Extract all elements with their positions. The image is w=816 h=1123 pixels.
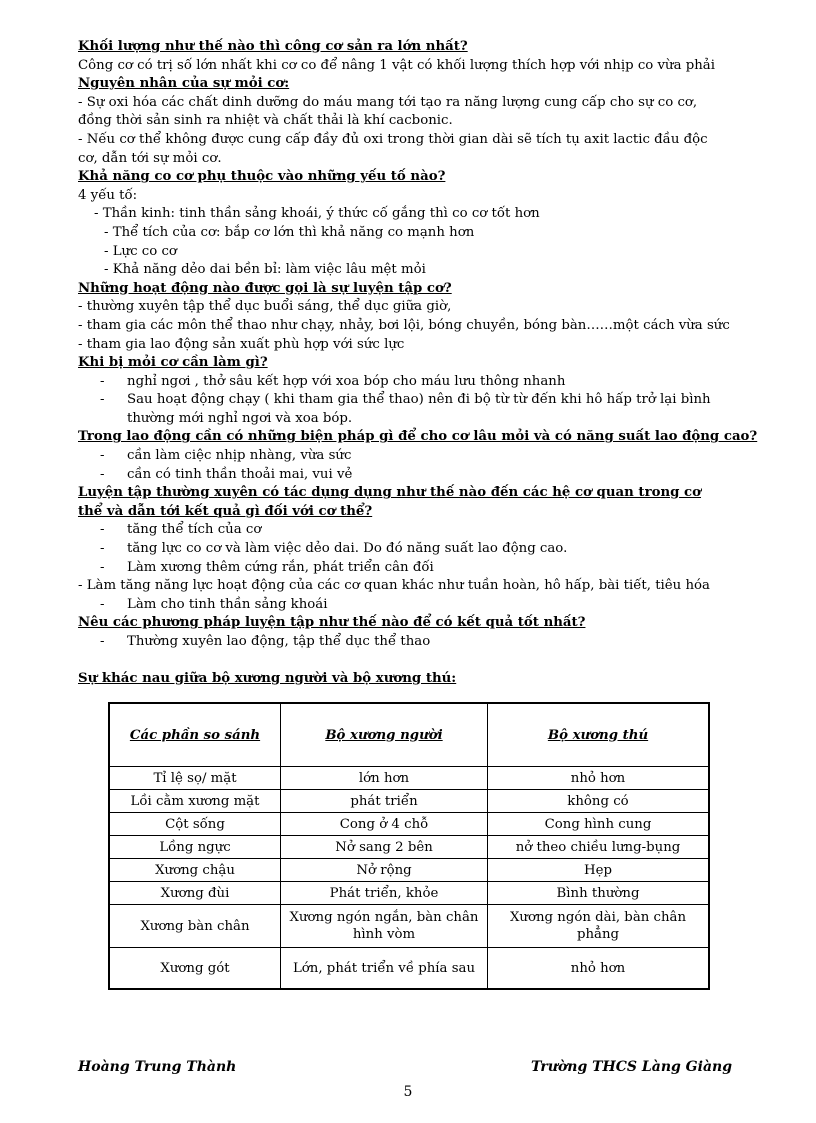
table-row [109,767,709,790]
table-body [109,767,709,990]
paragraph: - tham gia các môn thể thao như chạy, nhảy, bơi lội, bóng chuyền, bóng bàn……một cách vừa sức [78,317,730,333]
section-heading: Những hoạt động nào được gọi là sự luyện tập cơ? [78,280,452,296]
paragraph: 4 yếu tố: [78,187,138,203]
footer-school: Trường THCS Làng Giàng [531,1059,732,1075]
table-cell: Hẹp [488,859,710,882]
section-heading: Khi bị mỏi cơ cần làm gì? [78,355,268,371]
list-item: - Thần kinh: tinh thần sảng khoái, ý thức cố gắng thì co cơ tốt hơn [94,206,540,222]
table-cell: Cong ở 4 chỗ [281,813,488,836]
bullet-item [78,596,728,615]
bullet-text: Sau hoạt động chạy ( khi tham gia thể thao) nên đi bộ từ từ đến khi hô hấp trở lại bình thường mới nghỉ ngơi và xoa bóp. [127,392,711,426]
section-heading: Nêu các phương pháp luyện tập như thế nào để có kết quả tốt nhất? [78,615,586,631]
table-cell: nở theo chiều lưng-bụng [488,836,710,859]
bullet-text: nghỉ ngơi , thở sâu kết hợp với xoa bóp cho máu lưu thông nhanh [127,373,566,389]
table-row [109,882,709,905]
paragraph: - Nếu cơ thể không được cung cấp đầy đủ oxi trong thời gian dài sẽ tích tụ axit lactic đầu độc cơ, dẫn tới sự mỏi cơ. [78,131,708,166]
table-row [109,813,709,836]
table-cell: Xương chậu [109,859,281,882]
footer-author: Hoàng Trung Thành [78,1059,237,1075]
section-heading: Trong lao động cần có những biện pháp gì để cho cơ lâu mỏi và có năng suất lao động cao? [78,429,758,445]
table-cell: Phát triển, khỏe [281,882,488,905]
page-number: 5 [403,1084,413,1100]
bullet-item [78,633,728,652]
table-cell: Xương đùi [109,882,281,905]
section-heading: Nguyên nhân của sự mỏi cơ: [78,76,290,92]
paragraph: - thường xuyên tập thể dục buổi sáng, thể dục giữa giờ, [78,299,452,315]
table-cell: Tỉ lệ sọ/ mặt [109,767,281,790]
table-cell: nhỏ hơn [488,767,710,790]
table-row [109,790,709,813]
bullet-item [78,466,728,485]
header-human-skeleton: Bộ xương người [281,703,488,767]
bullet-item [78,447,728,466]
document-body [78,38,758,688]
table-row [109,905,709,948]
table-cell: Cong hình cung [488,813,710,836]
header-animal-skeleton: Bộ xương thú [488,703,710,767]
paragraph: Công cơ có trị số lớn nhất khi cơ co để nâng 1 vật có khối lượng thích hợp với nhịp co vừa phải [78,57,715,73]
bullet-item [78,391,728,428]
bullet-text: Thường xuyên lao động, tập thể dục thể thao [127,634,431,649]
table-cell: phát triển [281,790,488,813]
bullet-text: cần có tinh thần thoải mai, vui vẻ [127,466,353,482]
header-comparison-parts: Các phần so sánh [109,703,281,767]
table-cell: Bình thường [488,882,710,905]
section-heading: Sự khác nau giữa bộ xương người và bộ xương thú: [78,670,457,686]
section-heading: Khả năng co cơ phụ thuộc vào những yếu tố nào? [78,169,446,185]
bullet-item [78,521,728,540]
section-heading: Luyện tập thường xuyên có tác dụng dụng như thế nào đến các hệ cơ quan trong cơ thể và dẫn tới kết quả gì đối với cơ thể? [78,485,702,519]
table-row [109,836,709,859]
table-cell: Xương ngón ngắn, bàn chân hình vòm [281,905,488,948]
bullet-text: Làm xương thêm cứng rắn, phát triển cân đối [127,559,434,575]
bullet-text: cần làm ciệc nhịp nhàng, vừa sức [127,448,352,464]
table-cell: Xương gót [109,948,281,990]
table-cell: Lớn, phát triển về phía sau [281,948,488,990]
bullet-item [78,373,728,392]
table-cell: Lồi cằm xương mặt [109,790,281,813]
paragraph: - Làm tăng năng lực hoạt động của các cơ quan khác như tuần hoàn, hô hấp, bài tiết, tiêu hóa [78,578,710,594]
dash-icon: - [100,522,105,538]
dash-icon: - [100,541,105,557]
bullet-item [78,559,728,578]
dash-icon: - [100,634,105,649]
list-item: - Lực co cơ [104,243,177,259]
dash-icon: - [100,596,105,612]
spacer [78,652,728,670]
dash-icon: - [100,373,105,389]
dash-icon: - [100,448,105,464]
bullet-text: tăng thể tích của cơ [127,522,262,538]
table-row [109,859,709,882]
dash-icon: - [100,466,105,482]
table-cell: Xương bàn chân [109,905,281,948]
paragraph: - tham gia lao động sản xuất phù hợp với sức lực [78,336,405,352]
table-cell: Lồng ngực [109,836,281,859]
table-row [109,948,709,990]
table-cell: không có [488,790,710,813]
table-cell: Xương ngón dài, bàn chân phẳng [488,905,710,948]
paragraph: - Sự oxi hóa các chất dinh dưỡng do máu mang tới tạo ra năng lượng cung cấp cho sự co cơ, đồng thời sản sinh ra nhiệt và chất thải là khí cacbonic. [78,94,698,129]
dash-icon: - [100,559,105,575]
list-item: - Khả năng dẻo dai bền bỉ: làm việc lâu mệt mỏi [104,262,426,278]
table-cell: nhỏ hơn [488,948,710,990]
list-item: - Thể tích của cơ: bắp cơ lớn thì khả năng co mạnh hơn [104,224,475,240]
section-heading: Khối lượng như thế nào thì công cơ sản ra lớn nhất? [78,39,468,54]
comparison-table [108,702,710,990]
bullet-item [78,540,728,559]
table-cell: Nở rộng [281,859,488,882]
table-cell: lớn hơn [281,767,488,790]
table-cell: Nở sang 2 bên [281,836,488,859]
bullet-text: Làm cho tinh thần sảng khoái [127,596,328,612]
table-cell: Cột sống [109,813,281,836]
bullet-text: tăng lực co cơ và làm việc dẻo dai. Do đó năng suất lao động cao. [127,541,568,557]
dash-icon: - [100,392,105,408]
